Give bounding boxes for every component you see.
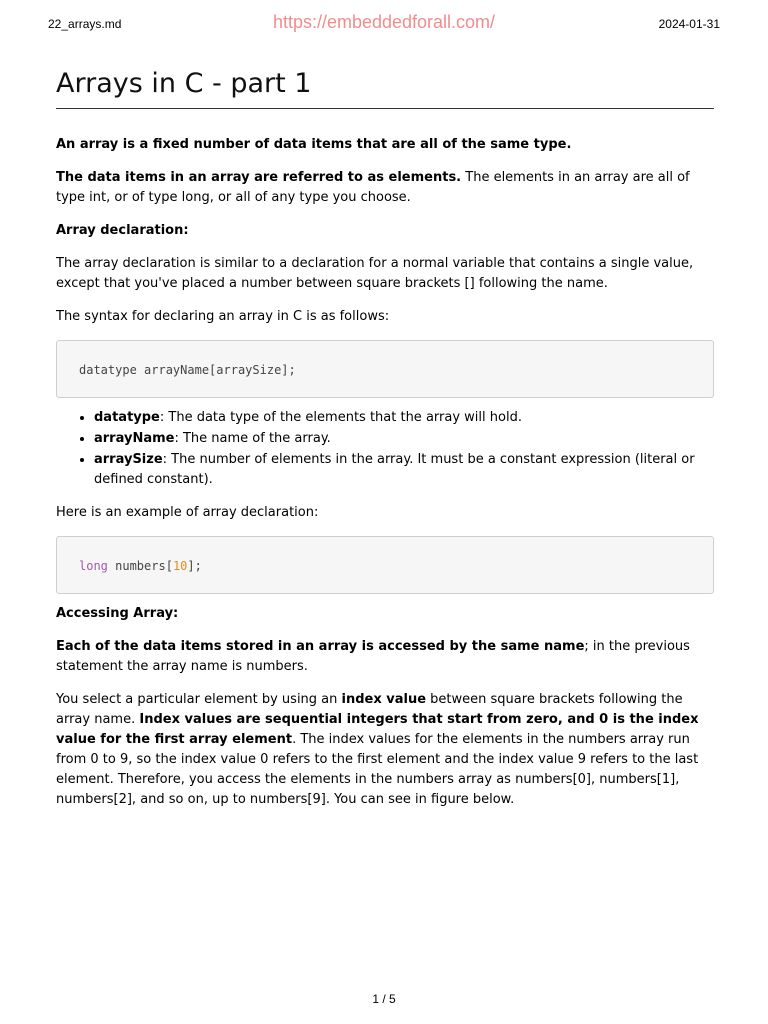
page-title: Arrays in C - part 1 <box>56 66 714 109</box>
elements-bold: The data items in an array are referred to as elements. <box>56 170 462 185</box>
document-body <box>56 66 714 823</box>
page-number: 1 / 5 <box>372 992 396 1006</box>
accessing-paragraph-2 <box>56 690 714 810</box>
bullet-term: datatype <box>94 410 160 425</box>
bullet-desc: : The data type of the elements that the array will hold. <box>159 410 522 425</box>
list-item <box>94 429 714 449</box>
accessing-heading-text: Accessing Array: <box>56 606 179 621</box>
example-intro: Here is an example of array declaration: <box>56 505 319 520</box>
list-item <box>94 408 714 428</box>
example-code-block <box>56 536 714 594</box>
header-filename: 22_arrays.md <box>48 17 122 31</box>
bullet-term: arrayName <box>94 431 175 446</box>
code-keyword: long <box>79 559 108 573</box>
declaration-paragraph: The array declaration is similar to a declaration for a normal variable that contains a single value, except that you've placed a number between square brackets [] following the name. <box>56 256 694 291</box>
list-item <box>94 450 714 490</box>
index-rule-bold: Index values are sequential integers that start from zero, and 0 is the index value for the first array element <box>56 712 699 747</box>
declaration-heading-text: Array declaration: <box>56 223 189 238</box>
header-date: 2024-01-31 <box>658 17 720 31</box>
intro-statement <box>56 135 714 155</box>
intro-statement-bold: An array is a fixed number of data items that are all of the same type. <box>56 137 572 152</box>
code-number: 10 <box>172 559 188 573</box>
declaration-heading <box>56 221 714 241</box>
syntax-bullet-list <box>56 408 714 490</box>
index-text-b: between square brackets following the array name. <box>56 692 683 727</box>
page-header <box>48 14 720 34</box>
elements-paragraph <box>56 168 714 208</box>
index-value-bold: index value <box>341 692 427 707</box>
accessing-text: ; in the previous statement the array name is numbers. <box>56 639 690 674</box>
elements-text: The elements in an array are all of type int, or of type long, or all of any type you choose. <box>56 170 690 205</box>
code-end: ]; <box>187 559 202 573</box>
bullet-desc: : The number of elements in the array. It must be a constant expression (literal or defined constant). <box>94 452 695 487</box>
index-text-c: . The index values for the elements in the numbers array run from 0 to 9, so the index value 0 refers to the first element and the index value 9 refers to the last element. Therefore, you access the elements in the numbers array as numbers[0], numbers[1], numbers[2], and so on, up to numbers[9]. You can see in figure below. <box>56 732 699 807</box>
header-url-link[interactable]: https://embeddedforall.com/ <box>272 12 496 32</box>
accessing-paragraph-1 <box>56 637 714 677</box>
syntax-intro: The syntax for declaring an array in C is as follows: <box>56 309 390 324</box>
code-identifier: numbers[ <box>107 559 173 573</box>
bullet-desc: : The name of the array. <box>174 431 331 446</box>
index-text-a: You select a particular element by using an <box>56 692 342 707</box>
bullet-term: arraySize <box>94 452 163 467</box>
syntax-code-block: datatype arrayName[arraySize]; <box>56 340 714 398</box>
accessing-bold: Each of the data items stored in an array is accessed by the same name <box>56 639 585 654</box>
accessing-heading <box>56 604 714 624</box>
